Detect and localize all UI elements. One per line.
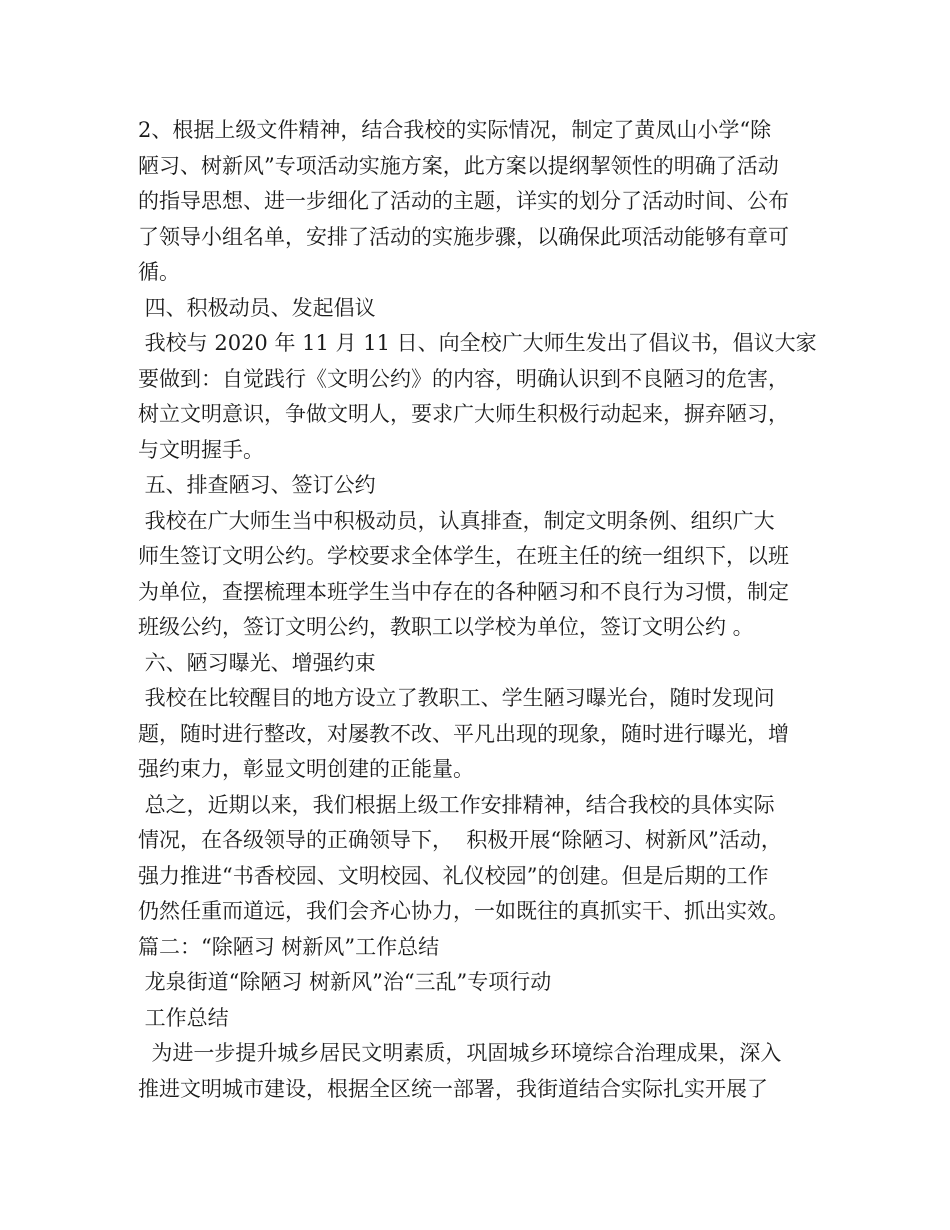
text-line: 六、陋习曝光、增强约束 [138,650,376,675]
text-line: 篇二：“除陋习 树新风”工作总结 [138,934,440,959]
text-line: 要做到：自觉践行《文明公约》的内容，明确认识到不良陋习的危害， [138,366,789,391]
text-line: 题，随时进行整改，对屡教不改、平凡出现的现象，随时进行曝光，增 [138,721,789,746]
text-line: 班级公约，签订文明公约，教职工以学校为单位，签订文明公约 。 [138,615,754,639]
text-line: 我校在比较醒目的地方设立了教职工、学生陋习曝光台，随时发现问 [138,686,775,710]
text-line: 总之，近期以来，我们根据上级工作安排精神，结合我校的具体实际 [138,792,775,817]
text-line: 师生签订文明公约。学校要求全体学生，在班主任的统一组织下，以班 [138,544,789,568]
text-line: 我校在广大师生当中积极动员，认真排查，制定文明条例、组织广大 [138,508,775,533]
text-line: 为单位，查摆梳理本班学生当中存在的各种陋习和不良行为习惯，制定 [138,579,789,604]
text-line: 陋习、树新风”专项活动实施方案，此方案以提纲挈领性的明确了活动 [138,153,779,178]
text-line: 我校与 2020 年 11 月 11 日、向全校广大师生发出了倡议书，倡议大家 [138,331,817,355]
text-line: 工作总结 [138,1005,229,1030]
text-line: 循。 [138,260,180,284]
text-line: 强力推进“书香校园、文明校园、礼仪校园”的创建。但是后期的工作 [138,863,769,888]
text-line: 了领导小组名单，安排了活动的实施步骤，以确保此项活动能够有章可 [138,224,789,249]
text-line: 2、根据上级文件精神，结合我校的实际情况，制定了黄凤山小学“除 [138,118,772,142]
document-body [138,113,838,1107]
text-line: 的指导思想、进一步细化了活动的主题，详实的划分了活动时间、公布 [138,189,789,213]
text-line: 五、排查陋习、签订公约 [138,473,376,497]
text-line: 仍然任重而道远，我们会齐心协力，一如既往的真抓实干、抓出实效。 [138,899,789,923]
text-line: 与文明握手。 [138,437,264,462]
text-line: 强约束力，彰显文明创建的正能量。 [138,757,474,781]
text-line: 四、积极动员、发起倡议 [138,295,376,320]
text-line: 情况，在各级领导的正确领导下， 积极开展“除陋习、树新风”活动， [138,828,782,852]
text-line: 为进一步提升城乡居民文明素质，巩固城乡环境综合治理成果，深入 [138,1041,782,1065]
text-line: 树立文明意识，争做文明人，要求广大师生积极行动起来，摒弃陋习， [138,402,789,426]
text-line: 龙泉街道“除陋习 树新风”治“三乱”专项行动 [138,970,552,994]
text-line: 推进文明城市建设，根据全区统一部署，我街道结合实际扎实开展了 [138,1076,768,1101]
